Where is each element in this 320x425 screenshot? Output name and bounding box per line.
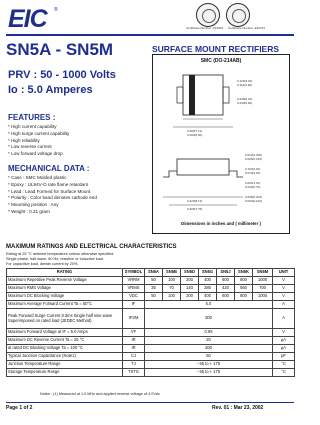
table-row bbox=[7, 293, 295, 301]
dimension-label: 0.079(2.00) bbox=[245, 171, 261, 175]
rating-value: 200 bbox=[181, 277, 199, 285]
ratings-note: Rating at 25 °C ambient temperature unless otherwise specified. bbox=[6, 252, 115, 256]
rating-unit: °C bbox=[273, 361, 295, 369]
column-header: SN5G bbox=[199, 269, 217, 277]
list-item: * Polarity : Color band denotes cathode end bbox=[8, 195, 97, 201]
product-title: SURFACE MOUNT RECTIFIERS bbox=[152, 44, 280, 54]
io-rating: Io : 5.0 Amperes bbox=[8, 84, 93, 96]
dimension-label: 0.103(2.62) bbox=[245, 167, 261, 171]
rating-label: at rated DC Blocking Voltage Ta = 100 °C bbox=[7, 345, 123, 353]
rating-unit: µA bbox=[273, 337, 295, 345]
rating-symbol: VDC bbox=[123, 293, 145, 301]
column-header: RATING bbox=[7, 269, 123, 277]
rating-label: Maximum DC Reverse Current Ta = 25 °C bbox=[7, 337, 123, 345]
package-title: SMC (DO-214AB) bbox=[200, 58, 242, 64]
rating-value: 800 bbox=[235, 277, 253, 285]
certification-seal-icon bbox=[226, 3, 250, 27]
rating-symbol: CJ bbox=[123, 353, 145, 361]
rating-value: 35 bbox=[145, 285, 163, 293]
rating-value: 400 bbox=[199, 293, 217, 301]
footer-rule bbox=[6, 402, 294, 403]
rating-label: Maximum Average Forward Current Ta = 50°C bbox=[7, 301, 123, 309]
mechanical-list bbox=[8, 175, 148, 216]
dimension-label: 0.260(6.60) bbox=[187, 133, 203, 137]
rating-unit: V bbox=[273, 329, 295, 337]
column-header: SN5D bbox=[181, 269, 199, 277]
column-header: UNIT bbox=[273, 269, 295, 277]
column-header: SN5A bbox=[145, 269, 163, 277]
dimension-label: 0.246(6.22) bbox=[237, 97, 253, 101]
rating-label: Junction Temperature Range bbox=[7, 361, 123, 369]
rating-value: 70 bbox=[163, 285, 181, 293]
rating-value: 50 bbox=[145, 353, 273, 361]
table-row bbox=[7, 353, 295, 361]
list-item: * High reliability bbox=[8, 137, 40, 143]
list-item: * Weight : 0.21 gram bbox=[8, 208, 50, 214]
dimension-label: 0.004(0.102) bbox=[245, 199, 263, 203]
ratings-heading: MAXIMUM RATINGS AND ELECTRICAL CHARACTERISTICS bbox=[6, 244, 177, 250]
rating-label: Maximum DC Blocking Voltage bbox=[7, 293, 123, 301]
mechanical-heading: MECHANICAL DATA : bbox=[8, 164, 90, 173]
page-number: Page 1 of 2 bbox=[6, 405, 33, 411]
rating-symbol: TJ bbox=[123, 361, 145, 369]
rating-label: Typical Junction Capacitance (Note1) bbox=[7, 353, 123, 361]
rating-value: 200 bbox=[145, 345, 273, 353]
dimension-label: 0.230(5.84) bbox=[237, 101, 253, 105]
rating-value: 600 bbox=[217, 293, 235, 301]
rating-label: Maximum RMS Voltage bbox=[7, 285, 123, 293]
dimension-label: 0.030(0.76) bbox=[245, 185, 261, 189]
rating-symbol: IFSM bbox=[123, 309, 145, 329]
dimension-label: 0.060(1.52) bbox=[245, 181, 261, 185]
rating-value: 50 bbox=[145, 293, 163, 301]
dimension-label: 0.114(2.90) bbox=[237, 83, 253, 87]
dimension-label: 0.305(7.75) bbox=[187, 207, 203, 211]
rating-value: 800 bbox=[235, 293, 253, 301]
rating-label: Peak Forward Surge Current 8.3ms Single half sine wave Superimposed on rated load (JEDEC Method) bbox=[7, 309, 123, 329]
rating-value: 100 bbox=[163, 293, 181, 301]
package-drawing bbox=[152, 54, 290, 234]
column-header: SN5M bbox=[253, 269, 273, 277]
rating-value: 600 bbox=[217, 277, 235, 285]
rating-symbol: TSTG bbox=[123, 369, 145, 377]
dimension-label: 0.126(3.20) bbox=[237, 79, 253, 83]
header-rule bbox=[6, 34, 294, 36]
table-row bbox=[7, 337, 295, 345]
rating-unit: A bbox=[273, 301, 295, 309]
part-number-title: SN5A - SN5M bbox=[6, 40, 114, 59]
rating-value: 20 bbox=[145, 337, 273, 345]
rating-value: - 65 to + 175 bbox=[145, 369, 273, 377]
prv-rating: PRV : 50 - 1000 Volts bbox=[8, 69, 116, 81]
certification-seal-icon bbox=[196, 3, 220, 27]
list-item: * High surge current capability bbox=[8, 130, 70, 136]
table-row bbox=[7, 301, 295, 309]
list-item: * Lead : Lead Formed for Surface Mount bbox=[8, 188, 91, 194]
registered-mark: ® bbox=[54, 7, 58, 13]
rating-symbol: VRMS bbox=[123, 285, 145, 293]
rating-value: 400 bbox=[199, 277, 217, 285]
table-row bbox=[7, 285, 295, 293]
rating-value: 300 bbox=[145, 309, 273, 329]
eic-logo bbox=[8, 5, 56, 31]
table-header-row bbox=[7, 269, 295, 277]
list-item: * Epoxy : UL94V-O rate flame retardant bbox=[8, 181, 88, 187]
rating-unit: µA bbox=[273, 345, 295, 353]
rating-value: 200 bbox=[181, 293, 199, 301]
rating-value: 420 bbox=[217, 285, 235, 293]
package-outline-drawing bbox=[153, 55, 289, 233]
rating-value: 1000 bbox=[253, 293, 273, 301]
column-header: SN5J bbox=[217, 269, 235, 277]
rating-value: 5.0 bbox=[145, 301, 273, 309]
rating-value: 1000 bbox=[253, 277, 273, 285]
ratings-table bbox=[6, 268, 295, 377]
rating-value: 50 bbox=[145, 277, 163, 285]
rating-value: - 65 to + 175 bbox=[145, 361, 273, 369]
rating-symbol: IR bbox=[123, 345, 145, 353]
table-row bbox=[7, 309, 295, 329]
package-dimension-note: Dimensions in inches and ( millimeter ) bbox=[181, 221, 261, 226]
dimension-label: 0.012(0.305) bbox=[245, 153, 263, 157]
rating-symbol: IF bbox=[123, 301, 145, 309]
rating-value: 140 bbox=[181, 285, 199, 293]
list-item: * Mounting position : Any bbox=[8, 202, 59, 208]
ratings-note: For capacitive load, derate current by 20%. bbox=[6, 262, 79, 266]
dimension-label: 0.320(8.13) bbox=[187, 199, 203, 203]
features-heading: FEATURES : bbox=[8, 113, 56, 122]
rating-value: 560 bbox=[235, 285, 253, 293]
column-header: SN5B bbox=[163, 269, 181, 277]
revision-date: Rev. 01 : Mar 23, 2002 bbox=[212, 405, 264, 411]
table-row bbox=[7, 277, 295, 285]
column-header: SYMBOL bbox=[123, 269, 145, 277]
certificate-number: Certificate Number: E10701 bbox=[228, 26, 266, 30]
rating-symbol: VRRM bbox=[123, 277, 145, 285]
ratings-note: Single phase, half wave, 60 Hz, resistive or inductive load. bbox=[6, 257, 104, 261]
rating-label: Storage Temperature Range bbox=[7, 369, 123, 377]
dimension-label: 0.008(0.203) bbox=[245, 195, 263, 199]
column-header: SN5K bbox=[235, 269, 253, 277]
list-item: * Low forward voltage drop bbox=[8, 151, 63, 157]
table-row bbox=[7, 345, 295, 353]
table-footnote: Notes : (1) Measured at 1.0 MHz and applied reverse voltage of 4.0Vdc bbox=[40, 392, 160, 396]
rating-unit: A bbox=[273, 309, 295, 329]
rating-value: 700 bbox=[253, 285, 273, 293]
table-row bbox=[7, 369, 295, 377]
rating-unit: V bbox=[273, 285, 295, 293]
list-item: * Case : SMC Molded plastic bbox=[8, 175, 67, 180]
logo-text: EIC bbox=[8, 5, 47, 33]
rating-unit: pF bbox=[273, 353, 295, 361]
rating-value: 100 bbox=[163, 277, 181, 285]
rating-symbol: IR bbox=[123, 337, 145, 345]
rating-unit: V bbox=[273, 277, 295, 285]
dimension-label: 0.006(0.152) bbox=[245, 157, 263, 161]
dimension-label: 0.280(7.11) bbox=[187, 129, 203, 133]
rating-symbol: VF bbox=[123, 329, 145, 337]
rating-unit: V bbox=[273, 293, 295, 301]
features-list bbox=[8, 124, 138, 158]
certificate-number: Certificate Number: Q10501 bbox=[186, 26, 224, 30]
rating-unit: °C bbox=[273, 369, 295, 377]
table-row bbox=[7, 361, 295, 369]
rating-value: 0.95 bbox=[145, 329, 273, 337]
rating-label: Maximum Forward Voltage at IF = 5.0 Amps bbox=[7, 329, 123, 337]
list-item: * High current capability bbox=[8, 124, 57, 129]
rating-label: Maximum Repetitive Peak Reverse Voltage bbox=[7, 277, 123, 285]
rating-value: 280 bbox=[199, 285, 217, 293]
table-row bbox=[7, 329, 295, 337]
list-item: * Low reverse current bbox=[8, 144, 52, 150]
